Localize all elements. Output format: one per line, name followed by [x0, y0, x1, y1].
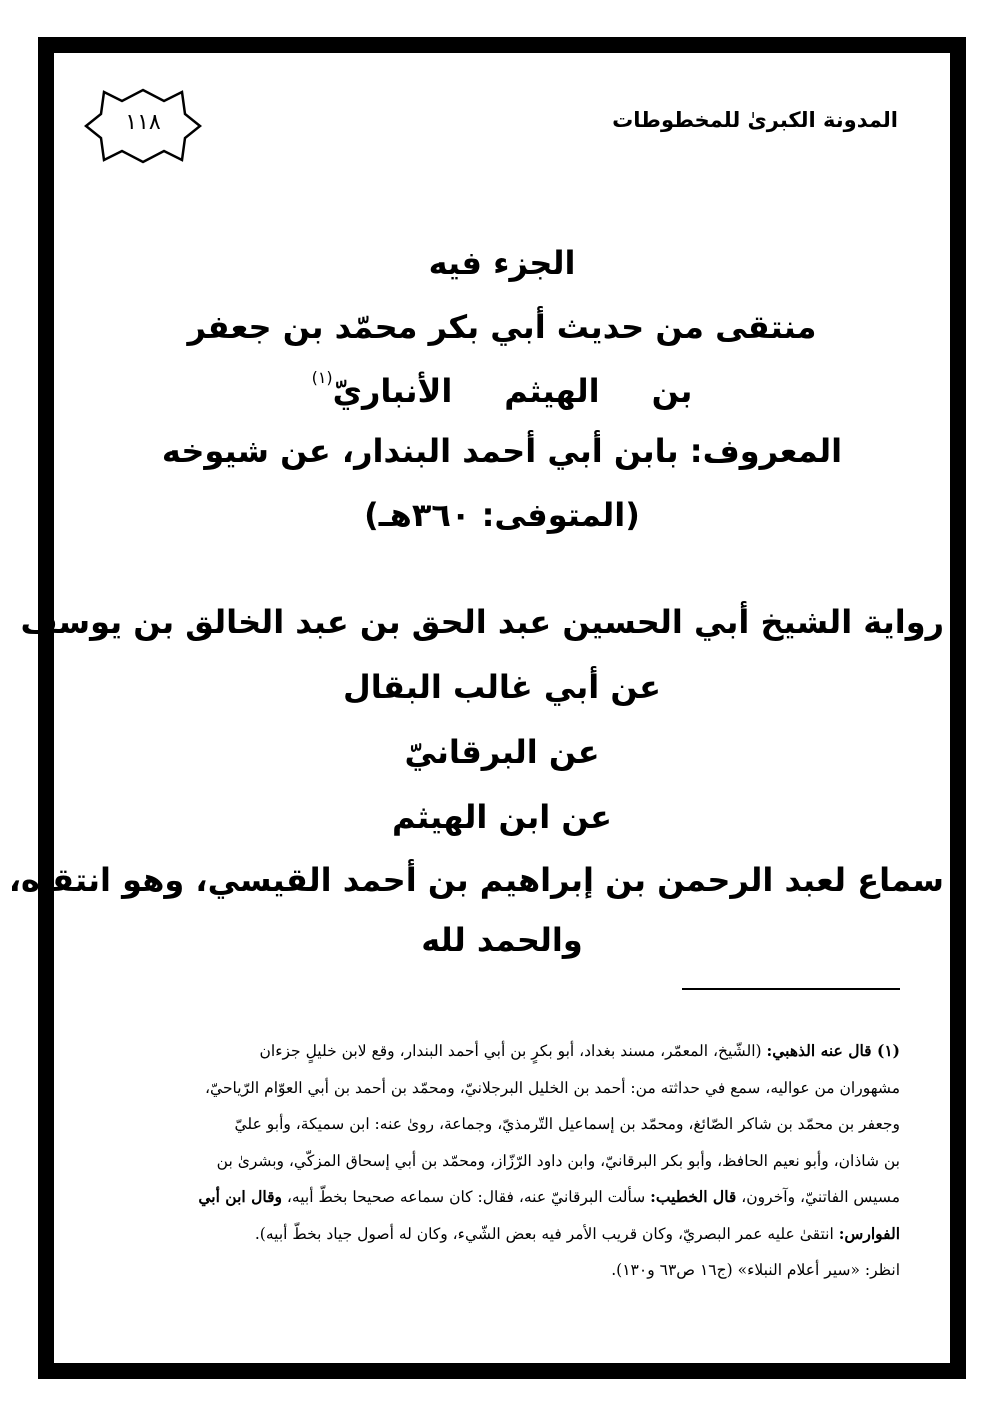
footnote	[102, 1033, 900, 1289]
footnote-line-3: وجعفر بن محمّد بن شاكر الصّائغ، ومحمّد بن إسماعيل التّرمذيّ، وجماعة، روىٰ عنه: ابن سميكة، وأبو عليّ	[234, 1115, 900, 1133]
riwaya-line-5: سماع لعبد الرحمن بن إبراهيم بن أحمد القيسي، وهو انتقاه،	[8, 861, 944, 899]
footnote-line-6: الفوارس: انتقىٰ عليه عمر البصريّ، وكان قريب الأمر فيه بعض الشّيء، وكان له أصول جياد بخطّ أبيه).	[254, 1223, 900, 1243]
title-line-5: (المتوفى: ٣٦٠هـ)	[364, 496, 640, 534]
title-line-3-word-ibn: بن	[651, 372, 693, 410]
page-number: ١١٨	[125, 110, 161, 135]
footnote-separator	[682, 988, 900, 990]
title-line-3	[60, 368, 944, 410]
footnote-line-5: مسيس الفاتنيّ، وآخرون، قال الخطيب: سألت البرقانيّ عنه، فقال: كان سماعه صحيحا بخطّ أبيه، وقال ابن أبي	[198, 1187, 900, 1206]
riwaya-line-6: والحمد لله	[421, 921, 583, 959]
footnote-line-1: (١) قال عنه الذهبي: (الشّيخ، المعمّر، مسند بغداد، أبو بكرٍ بن أبي أحمد البندار، وقع لابن خليلٍ جزءان	[259, 1041, 900, 1060]
riwaya-line-1: رواية الشيخ أبي الحسين عبد الحق بن عبد الخالق بن يوسف	[20, 603, 944, 641]
title-line-1: الجزء فيه	[428, 244, 576, 282]
title-line-3-word-anbari: الأنباريّ	[332, 372, 453, 410]
running-header-title: المدونة الكبرىٰ للمخطوطات	[612, 108, 898, 132]
title-line-4: المعروف: بابن أبي أحمد البندار، عن شيوخه	[161, 432, 843, 470]
footnote-line-4: بن شاذان، وأبو نعيم الحافظ، وأبو بكر البرقانيّ، وابن داود الرّزّاز، ومحمّد بن أبي إسحاق المزكّي، وبشرىٰ بن	[216, 1151, 900, 1170]
page-number-badge	[84, 88, 202, 164]
riwaya-line-4: عن ابن الهيثم	[391, 798, 613, 836]
riwaya-line-3: عن البرقانيّ	[404, 733, 600, 771]
footnote-line-7: انظر: «سير أعلام النبلاء» (ج١٦ ص٦٣ و١٣٠).	[611, 1261, 900, 1279]
footnote-marker: (١)	[311, 368, 333, 387]
footnote-line-2: مشهوران من عواليه، سمع في حداثته من: أحمد بن الخليل البرجلانيّ، ومحمّد بن أحمد بن أبي العوّام الرّياحيّ،	[205, 1078, 900, 1097]
riwaya-line-2: عن أبي غالب البقال	[342, 668, 662, 706]
title-line-3-word-haytham: الهيثم	[504, 372, 600, 410]
footnote-label: (١) قال عنه الذهبي:	[766, 1041, 900, 1060]
title-line-2: منتقى من حديث أبي بكر محمّد بن جعفر	[187, 308, 817, 346]
